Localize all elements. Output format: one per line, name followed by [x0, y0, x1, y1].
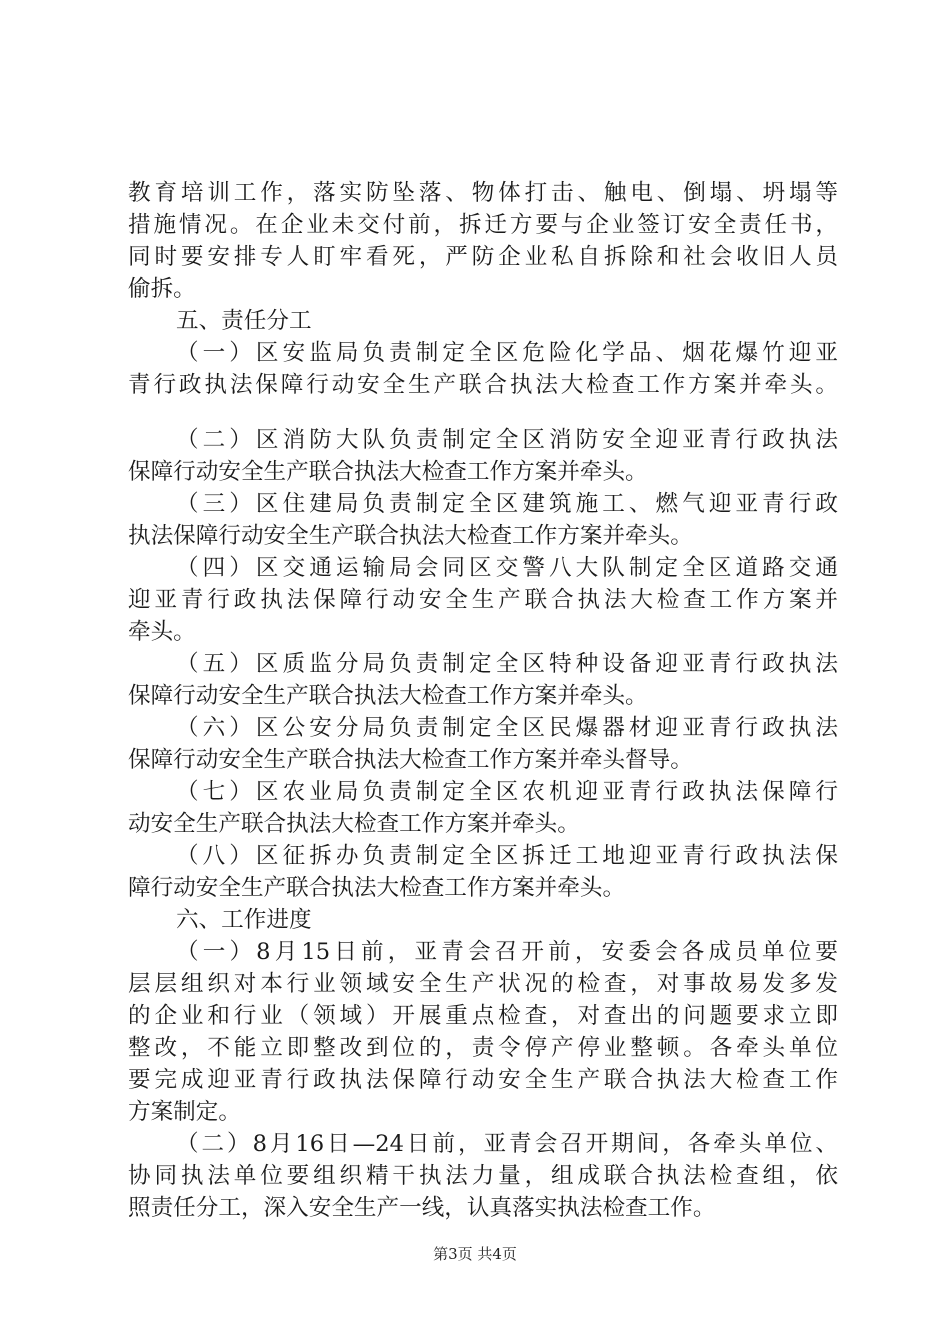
- body-text-line: （五）区质监分局负责制定全区特种设备迎亚青行政执法: [176, 651, 838, 677]
- body-text-line: （一）8月15日前，亚青会召开前，安委会各成员单位要: [176, 939, 838, 965]
- body-text-line: 层层组织对本行业领域安全生产状况的检查，对事故易发多发: [128, 971, 838, 997]
- body-text-line: 牵头。: [128, 619, 196, 645]
- body-text-line: （八）区征拆办负责制定全区拆迁工地迎亚青行政执法保: [176, 843, 838, 869]
- body-text-line: 同时要安排专人盯牢看死，严防企业私自拆除和社会收旧人员: [128, 244, 838, 270]
- body-text-line: （一）区安监局负责制定全区危险化学品、烟花爆竹迎亚: [176, 340, 838, 366]
- body-text-line: 教育培训工作，落实防坠落、物体打击、触电、倒塌、坍塌等: [128, 180, 838, 206]
- body-text-line: 偷拆。: [128, 276, 196, 302]
- body-text-line: 保障行动安全生产联合执法大检查工作方案并牵头。: [128, 459, 648, 485]
- body-text-line: （二）区消防大队负责制定全区消防安全迎亚青行政执法: [176, 427, 838, 453]
- body-text-line: 保障行动安全生产联合执法大检查工作方案并牵头。: [128, 683, 648, 709]
- body-text-line: 青行政执法保障行动安全生产联合执法大检查工作方案并牵头。: [128, 372, 838, 398]
- body-text-line: （四）区交通运输局会同区交警八大队制定全区道路交通: [176, 555, 838, 581]
- body-text-line: 障行动安全生产联合执法大检查工作方案并牵头。: [128, 875, 626, 901]
- body-text-line: 要完成迎亚青行政执法保障行动安全生产联合执法大检查工作: [128, 1067, 838, 1093]
- body-text-line: 动安全生产联合执法大检查工作方案并牵头。: [128, 811, 580, 837]
- body-text-line: 执法保障行动安全生产联合执法大检查工作方案并牵头。: [128, 523, 693, 549]
- body-text-line: 措施情况。在企业未交付前，拆迁方要与企业签订安全责任书，: [128, 212, 838, 238]
- page-number-footer: 第3页 共4页: [433, 1245, 517, 1263]
- section-heading-responsibilities: 五、责任分工: [176, 308, 312, 334]
- body-text-line: 保障行动安全生产联合执法大检查工作方案并牵头督导。: [128, 747, 693, 773]
- body-text-line: 的企业和行业（领域）开展重点检查，对查出的问题要求立即: [128, 1003, 838, 1029]
- body-text-line: 方案制定。: [128, 1099, 241, 1125]
- body-text-line: （六）区公安分局负责制定全区民爆器材迎亚青行政执法: [176, 715, 838, 741]
- body-text-line: 协同执法单位要组织精干执法力量，组成联合执法检查组，依: [128, 1163, 838, 1189]
- body-text-line: 迎亚青行政执法保障行动安全生产联合执法大检查工作方案并: [128, 587, 838, 613]
- body-text-line: （三）区住建局负责制定全区建筑施工、燃气迎亚青行政: [176, 491, 838, 517]
- body-text-line: （七）区农业局负责制定全区农机迎亚青行政执法保障行: [176, 779, 838, 805]
- body-text-line: 整改，不能立即整改到位的，责令停产停业整顿。各牵头单位: [128, 1035, 838, 1061]
- body-text-line: 照责任分工，深入安全生产一线，认真落实执法检查工作。: [128, 1195, 716, 1221]
- section-heading-progress: 六、工作进度: [176, 907, 312, 933]
- body-text-line: （二）8月16日—24日前，亚青会召开期间，各牵头单位、: [176, 1131, 838, 1157]
